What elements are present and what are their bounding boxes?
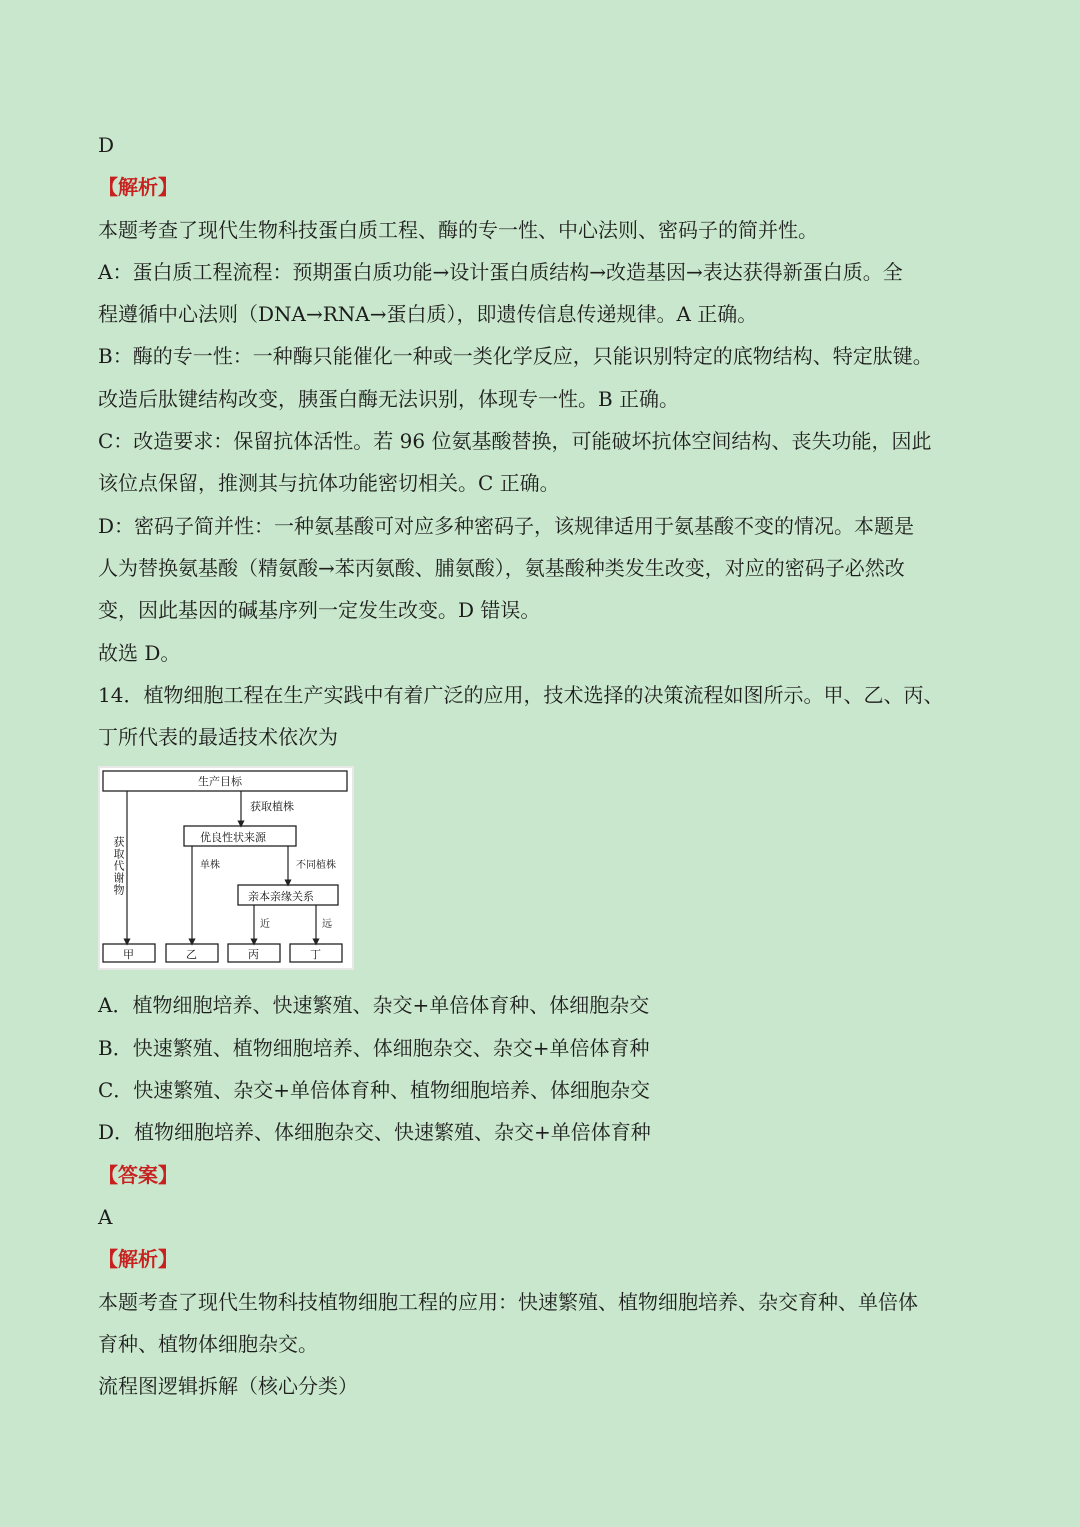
text-line: 改造后肽键结构改变，胰蛋白酶无法识别，体现专一性。B 正确。 bbox=[98, 386, 680, 411]
text-line: 该位点保留，推测其与抗体功能密切相关。C 正确。 bbox=[98, 471, 560, 496]
box-ding: 丁 bbox=[310, 948, 321, 962]
text-line: 流程图逻辑拆解（核心分类） bbox=[98, 1374, 358, 1399]
get-metabolite-label: 获取代谢物 bbox=[112, 836, 125, 897]
text-line: D：密码子简并性：一种氨基酸可对应多种密码子，该规律适用于氨基酸不变的情况。本题是 bbox=[98, 513, 915, 538]
text-line: 变，因此基因的碱基序列一定发生改变。D 错误。 bbox=[98, 598, 541, 623]
text-line: A bbox=[98, 1204, 113, 1229]
text-line: D bbox=[98, 133, 115, 157]
text-line: D．植物细胞培养、体细胞杂交、快速繁殖、杂交+单倍体育种 bbox=[98, 1120, 651, 1145]
text-line: C．快速繁殖、杂交+单倍体育种、植物细胞培养、体细胞杂交 bbox=[98, 1078, 651, 1103]
box-yi: 乙 bbox=[186, 948, 197, 962]
text-line: C：改造要求：保留抗体活性。若 96 位氨基酸替换，可能破坏抗体空间结构、丧失功能，因此 bbox=[98, 429, 932, 454]
text-line: 丁所代表的最适技术依次为 bbox=[98, 725, 338, 750]
text-line: 程遵循中心法则（DNA→RNA→蛋白质），即遗传信息传递规律。A 正确。 bbox=[98, 302, 758, 327]
kinship-label: 亲本亲缘关系 bbox=[248, 890, 314, 904]
different-label: 不同植株 bbox=[296, 860, 336, 872]
flowchart-figure bbox=[98, 766, 354, 970]
text-block-bottom bbox=[98, 984, 988, 1407]
box-bing: 丙 bbox=[248, 948, 259, 962]
text-line: B：酶的专一性：一种酶只能催化一种或一类化学反应，只能识别特定的底物结构、特定肽键。 bbox=[98, 344, 933, 369]
text-line: 故选 D。 bbox=[98, 640, 181, 665]
trait-source-label: 优良性状来源 bbox=[200, 831, 266, 845]
far-label: 远 bbox=[322, 919, 332, 931]
text-line: 本题考查了现代生物科技植物细胞工程的应用：快速繁殖、植物细胞培养、杂交育种、单倍体 bbox=[98, 1289, 918, 1314]
text-block-top bbox=[98, 124, 988, 758]
text-line: 人为替换氨基酸（精氨酸→苯丙氨酸、脯氨酸），氨基酸种类发生改变，对应的密码子必然改 bbox=[98, 555, 905, 580]
get-plant-label: 获取植株 bbox=[250, 800, 294, 814]
goal-label: 生产目标 bbox=[198, 775, 242, 789]
text-line: 育种、植物体细胞杂交。 bbox=[98, 1331, 318, 1356]
near-label: 近 bbox=[260, 919, 270, 931]
text-line: 14．植物细胞工程在生产实践中有着广泛的应用，技术选择的决策流程如图所示。甲、乙、丙、 bbox=[98, 682, 944, 707]
text-line: 本题考查了现代生物科技蛋白质工程、酶的专一性、中心法则、密码子的简并性。 bbox=[98, 217, 818, 242]
box-jia: 甲 bbox=[123, 948, 134, 962]
text-line: A．植物细胞培养、快速繁殖、杂交+单倍体育种、体细胞杂交 bbox=[98, 993, 650, 1018]
document-content bbox=[98, 124, 988, 1407]
section-label: 【解析】 bbox=[98, 175, 178, 200]
section-label: 【解析】 bbox=[98, 1247, 178, 1272]
single-label: 单株 bbox=[200, 860, 220, 872]
text-line: B．快速繁殖、植物细胞培养、体细胞杂交、杂交+单倍体育种 bbox=[98, 1035, 650, 1060]
text-line: A：蛋白质工程流程：预期蛋白质功能→设计蛋白质结构→改造基因→表达获得新蛋白质。全 bbox=[98, 259, 903, 284]
section-label: 【答案】 bbox=[98, 1162, 178, 1187]
